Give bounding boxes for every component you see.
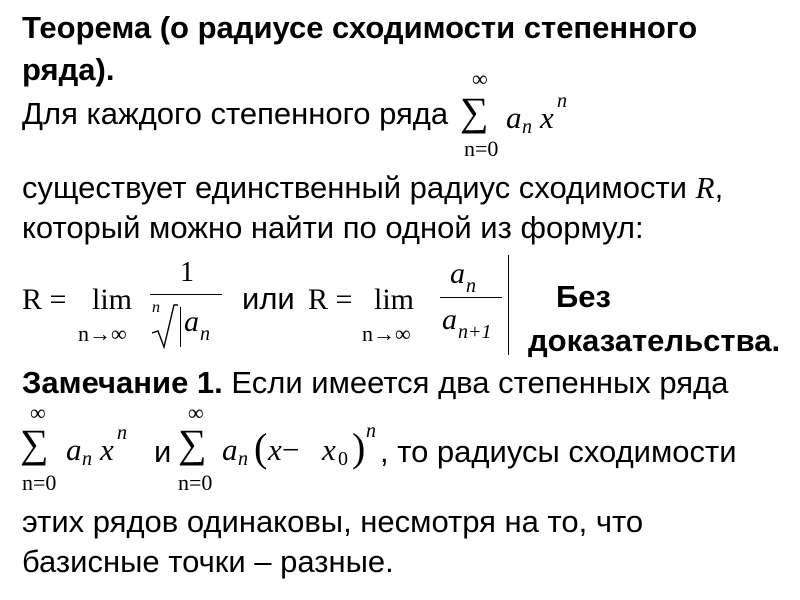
series-1-sup-n: n xyxy=(557,90,567,112)
formula-1-n-to-inf: n→∞ xyxy=(78,321,127,346)
series-3-sub-n: n xyxy=(238,448,248,470)
theorem-line2 xyxy=(22,170,723,206)
formula-2-n-to-inf: n→∞ xyxy=(362,321,411,346)
remark-conj: и xyxy=(154,434,172,469)
formula-2-denominator-sub: n+1 xyxy=(458,321,492,343)
formula-2-fraction-bar xyxy=(440,297,502,298)
theorem-line3: который можно найти по одной из формул: xyxy=(22,210,644,245)
remark-line1 xyxy=(22,365,728,401)
series-2-a: a xyxy=(66,432,82,467)
series-3-a: a xyxy=(222,432,238,467)
series-3-upper: ∞ xyxy=(188,400,204,425)
series-2-sigma: ∑ xyxy=(20,421,49,466)
formula-or: или xyxy=(242,281,295,316)
remark-line1-text: Если имеется два степенных ряда xyxy=(222,365,729,400)
formula-2-lim: lim xyxy=(374,283,415,316)
formula-2-r-eq: R = xyxy=(308,283,353,316)
series-3-sup-n: n xyxy=(366,420,376,442)
series-2-upper: ∞ xyxy=(30,400,46,425)
formula-1-radical-icon xyxy=(148,303,178,351)
no-proof-note-line1: Без xyxy=(556,279,611,314)
series-1-x: x xyxy=(540,100,554,135)
remark-line3: этих рядов одинаковы, несмотря на то, что xyxy=(22,504,644,539)
formula-2-numerator-sub-n: n xyxy=(466,275,476,297)
series-3-paren-open: ( xyxy=(254,425,268,470)
formula-2-abs-bar xyxy=(508,255,509,355)
series-1-lower: n=0 xyxy=(464,136,499,161)
series-3-x: x xyxy=(268,432,282,467)
series-1-upper: ∞ xyxy=(472,66,488,91)
series-1-sigma: ∑ xyxy=(460,89,489,134)
formula-2-numerator-a: a xyxy=(450,257,465,290)
series-2-lower: n=0 xyxy=(22,470,57,495)
series-3-sigma: ∑ xyxy=(178,421,207,466)
no-proof-note-line2: доказательства. xyxy=(528,323,781,358)
formula-1-root-index: n xyxy=(152,299,160,316)
formula-1-a: a xyxy=(184,305,199,338)
series-2-sup-n: n xyxy=(117,422,127,444)
series-1-a: a xyxy=(506,100,522,135)
theorem-line2-comma: , xyxy=(714,170,724,205)
radius-symbol: R xyxy=(695,170,715,205)
series-3-x0: x xyxy=(322,432,336,467)
formula-1-lim: lim xyxy=(92,283,133,316)
series-3-lower: n=0 xyxy=(178,470,213,495)
formula-row xyxy=(0,255,800,365)
series-1 xyxy=(460,66,600,166)
formula-2-denominator-a: a xyxy=(442,303,457,336)
remark-line4: базисные точки – разные. xyxy=(22,544,394,579)
remark-line2: , то радиусы сходимости xyxy=(380,434,737,469)
series-3-minus: − xyxy=(282,432,300,467)
series-1-sub-n: n xyxy=(522,116,532,138)
remark-label: Замечание 1. xyxy=(22,365,223,400)
theorem-title-line2: ряда). xyxy=(22,52,115,87)
theorem-line1: Для каждого степенного ряда xyxy=(22,96,449,131)
formula-1-abs-bar xyxy=(180,307,181,347)
series-2-x: x xyxy=(100,432,114,467)
formula-1-fraction-bar xyxy=(150,294,222,295)
series-2-sub-n: n xyxy=(82,448,92,470)
theorem-title-line1: Теорема (о радиусе сходимости степенного xyxy=(22,10,698,45)
formula-1-one: 1 xyxy=(180,257,194,288)
series-3-paren-close: ) xyxy=(352,425,366,470)
theorem-line2-text: существует единственный радиус сходимости xyxy=(22,170,687,205)
formula-1-sub-n: n xyxy=(200,323,210,345)
formula-1-r-eq: R = xyxy=(22,283,67,316)
series-3-sub-zero: 0 xyxy=(338,448,348,470)
remark-formula-row xyxy=(0,400,800,500)
